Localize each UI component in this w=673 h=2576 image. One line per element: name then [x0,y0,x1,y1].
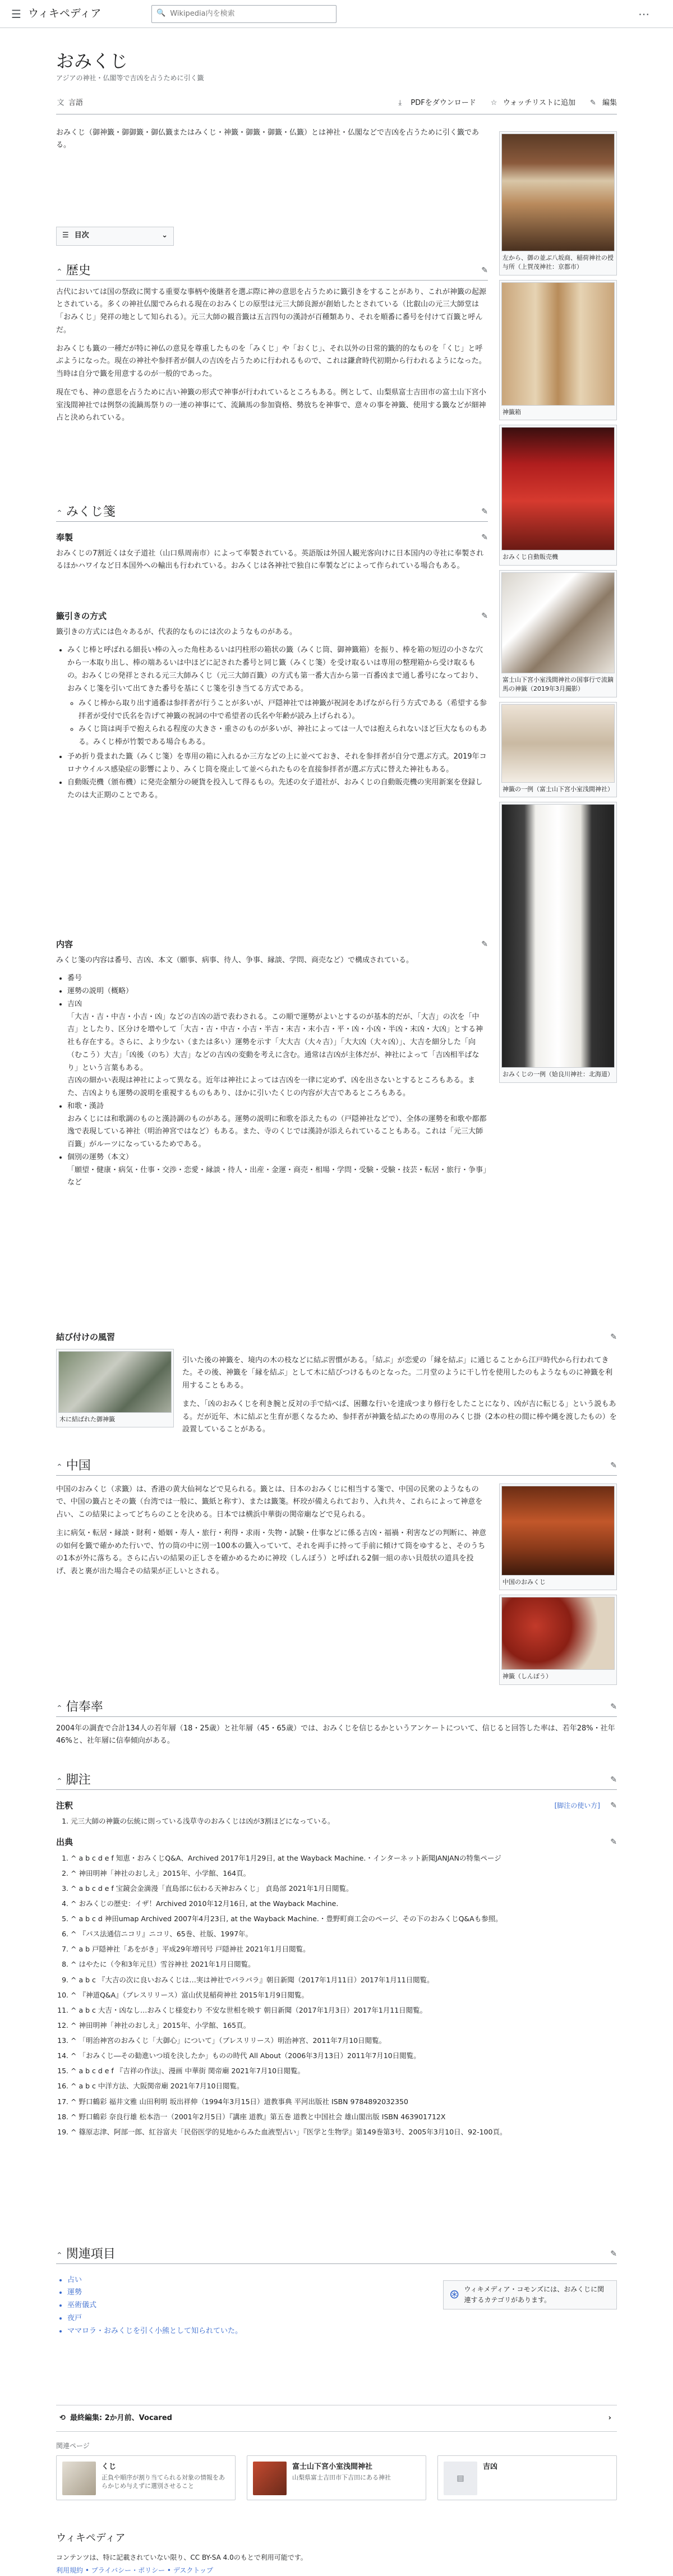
section-housei: 奉製 ✎ [56,530,488,545]
figure: 神籤の一例（富士山下宮小室浅間神社） [499,702,617,798]
edit-section-icon[interactable]: ✎ [481,611,488,621]
figure: 神籤（しんぽう） [499,1595,617,1685]
list-item: ◦ みくじ筒は両手で抱えられる程度の大きさ・重さのものが多いが、神社によっては一人では抱えられないほど巨大なものもある。みくじ棒が竹製である場合もある。 [79,723,488,749]
pdf-button[interactable]: ⤓ PDFをダウンロード [398,98,476,109]
history-body: 古代においては国の祭政に関する重要な事柄や後継者を選ぶ際に神の意思を占うために籤引きをすることがあり、これが神籤の起源とされている。多くの神社仏閣でみられる現在のおみくじの原型は元三大師良源が創始したとされている（比叡山の元三大師堂は「おみくじ」発祥の地として知られる）。元三大師の観音籤は五言四句の漢詩が百種類あり、それを順番に番号を付けて百籤と呼んだ。 おみくじも籤の一種だが特に神仏の意見を尊重したものを「みくじ」や「おくじ」、それ以外の日常的籤的的なものを「くじ」と呼ぶようになった。現在の神社や参拝者が個人の吉凶を占うために行われるもので、これは鎌倉時代初期から行われるようになった。当時は自分で籤を用意するのが一般的であった。 現在でも、神の意思を占うために古い神籤の形式で神事が行われているところもある。例として、山梨県富士吉田市の富士山下宮小室浅間神社では例祭の流鏑馬祭りの一連の神事にて、流鏑馬の参加資格、勢放ちを神事で、意々の事を神籤、使用する籤などが細神占と決められている。 [56,287,487,423]
housei-body: おみくじの7割近くは女子道社（山口県周南市）によって奉製されている。英語版は外国人観光客向けに日本国内の寺社に奉製されるほかハワイなど日本国外への輸出も行われている。おみくじは各神社で独自に奉製などによって作られている場合もある。 [56,549,484,571]
reference-item: 8. ^ はやたに（令和3年元旦）雪谷神社 2021年1月日閲覧。 [71,1958,617,1971]
section-shutten: 出典 ✎ [56,1834,617,1850]
section-tie: 結び付けの風習 ✎ [56,1329,617,1345]
related-pages-header: 関連ページ [56,2442,90,2450]
reference-item: 3. ^ a b c d e f 宝鏡会金満漫「直島部に伝わる天神おみくじ」 貞島部 2021年1月日閲覧。 [71,1882,617,1895]
section-trust[interactable]: ⌃ 信奉率 ✎ [56,1697,617,1717]
history-icon: ⟲ [59,2413,66,2422]
edit-section-icon[interactable]: ✎ [610,1801,617,1810]
reference-item: 14. ^ 「おみくじ―その勧進いつ頃を決したか」ものの時代 All About（2006年3月13日）2011年7月10日閲覧。 [71,2049,617,2062]
pencil-icon: ✎ [589,98,596,107]
list-icon: ☰ [62,231,69,240]
figure-image[interactable] [501,134,615,251]
china-figures [499,1484,617,1689]
section-method: 籤引きの方式 ✎ [56,608,488,624]
edit-section-icon[interactable]: ✎ [610,2249,617,2258]
search-box[interactable] [151,5,336,23]
page-tagline: アジアの神社・仏閣等で吉凶を占うために引く籤 [56,74,204,82]
edit-section-icon[interactable]: ✎ [610,1837,617,1847]
edit-section-icon[interactable]: ✎ [610,1702,617,1711]
figure: 神籤箱 [499,280,617,421]
references-body [56,1852,617,2141]
note-item: 1. 元三大師の神籤の伝統に則っている浅草寺のおみくじは凶が3割ほどになっている。 [71,1815,617,1827]
content-area [56,114,617,2415]
notes-body [56,1815,617,1830]
section-chuushaku: 注釈 [脚注の使い方] ✎ [56,1798,617,1813]
page-toolbar [56,93,617,114]
section-kuji[interactable]: ⌃ みくじ箋 ✎ [56,502,488,522]
figure-image[interactable] [501,572,615,673]
commons-icon: ⊛ [449,2288,460,2302]
toc-button[interactable]: ☰ 目次 ⌄ [56,227,174,246]
tie-image[interactable] [58,1351,172,1413]
search-input[interactable] [169,9,331,19]
figure: おみくじの一例（姶良川神社：北海道） [499,802,617,1083]
related-link[interactable]: • ママロラ・おみくじを引く小熊として知られていた。 [67,2325,488,2338]
figure-image[interactable] [501,704,615,783]
menu-icon[interactable]: ☰ [11,7,21,21]
edit-button[interactable]: ✎ 編集 [590,98,617,109]
trust-body: 2004年の調査で合計134人の若年層（18・25歳）と社年層（45・65歳）では、おみくじを信じるかというアンケートについて、信じると回答した率は、若年28%・社年46%と、社年層に信奉傾向がある。 [56,1724,615,1746]
language-icon: 文 [57,98,64,107]
section-notes[interactable]: ⌃ 脚注 ✎ [56,1770,617,1790]
card-thumbnail [62,2462,96,2495]
section-china[interactable]: ⌃ 中国 ✎ [56,1455,617,1476]
page-footer [56,2531,617,2576]
list-item: • 吉凶 「大吉・吉・中吉・小吉・凶」などの吉凶の語で表わされる。この順で運勢がよいとするのが基本的だが、「大吉」の次を「中吉」としたり、区分けを増やして「大吉・吉・中吉・小吉・半吉・末吉・末小吉・平・凶・小凶・半凶・末凶・大凶」とする神社も存在する。さらに、より少ない（または多い）運勢を示す「大大吉（大々吉）」「大大凶（大々凶）」、大吉を細分した「向（むこう）大吉」「凶後（のち）大吉」などの吉凶の変動を考えに含む。通常は吉凶が主体だが、神社によって「吉凶相半ばなり」という言葉もある。 吉凶の細かい表現は神社によって異なる。近年は神社によっては吉凶を一律に定めず、凶を出さないとするところもある。また、吉凶よりも運勢の説明を重視するものもあり、ほかに引いたくじの内容が大吉であるところもある。 [67,998,488,1100]
edit-section-icon[interactable]: ✎ [610,1775,617,1784]
user-menu-icon[interactable]: ⋯ [638,7,649,21]
figure-image[interactable] [501,804,615,1068]
related-link[interactable]: • 運勢 [67,2286,488,2299]
reference-item: 10. ^ 『神道Q&A』（ブレスリリース）富山伏見稲荷神社 2015年1月9日閲覧。 [71,1989,617,2001]
edit-section-icon[interactable]: ✎ [481,532,488,542]
content-body: みくじ箋の内容は番号、吉凶、本文（願事、病事、待人、争事、縁談、学問、商売など）で構成されている。 • 番号 • 運勢の説明（概略） • 吉凶 「大吉・吉・中吉・小吉・凶」などの吉凶の語で表わされる。この順で運勢がよいとするのが基本的だが、「大吉」の次を「中吉」としたり、区分けを増やして「大吉・吉・中吉・小吉・半吉・末吉・末小吉・平・凶・小凶・半凶・末凶・大凶」とする神社も存在する。さらに、より少ない（または多い）運勢を示す「大大吉（大々吉）」「大大凶（大々凶）」、大吉を細分した「向（むこう）大吉」「凶後（のち）大吉」などの吉凶の変動を考えに含む。通常は吉凶が主体だが、神社によって「吉凶相半ばなり」という言葉もある。 吉凶の細かい表現は神社によって異なる。近年は神社によっては吉凶を一律に定めず、凶を出さないとするところもある。また、吉凶よりも運勢の説明を重視するものもあり、ほかに引いたくじの内容が大吉であるところもある。 • 和歌・漢詩 おみくじには和歌調のものと漢詩調のものがある。運勢の説明に和歌を添えたもの（戸隠神社などで）、全体の運勢を和歌や都都逸で表現している神社（明治神宮ではなど）もある。また、寺のくじでは漢詩が添えられていることもある。これは「元三大師百籤」がルーツになっているためである。 • 個別の運勢（本文） 「願望・健康・病気・仕事・交渉・恋愛・縁談・待人・出産・金運・商売・相場・学問・受験・受験・技芸・転居・旅行・争事」など [56,954,488,1192]
section-related[interactable]: ⌃ 関連項目 ✎ [56,2244,617,2264]
chevron-right-icon: › [608,2413,611,2422]
related-link[interactable]: • 夜戸 [67,2312,488,2325]
article-icon: ▤ [444,2462,477,2495]
right-figures [499,131,617,1087]
language-button[interactable]: 文 言語 [56,98,83,109]
download-icon: ⤓ [398,98,402,107]
figure-image[interactable] [501,1597,615,1670]
reference-item: 12. ^ 神田明神「神社のおしえ」2015年、小学館、165頁。 [71,2019,617,2032]
reference-item: 9. ^ a b c 『大吉の次に良いおみくじは…実は神社でパラパラ』朝日新聞（2017年1月11日）2017年1月11日閲覧。 [71,1973,617,1986]
list-item: ◦ みくじ棒から取り出す通番は参拝者が行うことが多いが、戸隠神社では神籤が祝詞をあげながら行う方式である（希望する参拝者が受付で氏名を告げて神籤の祝詞の中で希望者の氏名や年齢が読み上げられる）。 [79,697,488,723]
star-icon: ☆ [490,98,497,107]
list-item: • 予め折り畳まれた籤（みくじ箋）を専用の箱に入れるか三方などの上に並べておき、それを参拝者が自分で選ぶ方式。2019年コロナウイルス感染症の影響により、みくじ筒を廃止して並べられたものを直接参拝者が選ぶ方式に替えた神社もある。 [67,751,488,777]
page-title: おみくじ [56,51,128,71]
chevron-down-icon: ⌄ [162,231,168,240]
footnote-help-link[interactable]: [脚注の使い方] [554,1801,600,1810]
top-header [0,0,673,28]
reference-item: 11. ^ a b c 大吉・凶なし…おみくじ様変わり 不安な世相を映す 朝日新聞（2017年1月3日）2017年1月11日閲覧。 [71,2004,617,2017]
chevron-icon: ⌃ [56,1776,63,1786]
chevron-icon: ⌃ [56,508,63,518]
chevron-icon: ⌃ [56,2251,63,2260]
related-card[interactable]: くじ 正負や順序が割り当てられる対象の情報をあらかじめ与えずに選別させること [56,2455,236,2500]
figure: おみくじ自動販売機 [499,425,617,566]
figure: 左から、御の並ぶ八坂商、稲荷神社の授与所（上賀茂神社：京都市） [499,131,617,275]
reference-item: 18. ^ 野口鶴彩 奈良行雄 松本浩一（2001年2月5日）『講座 道教』第五巻 道教と中国社会 雄山閣出版 ISBN 463901712X [71,2110,617,2123]
section-history[interactable]: ⌃ 歴史 ✎ [56,260,488,281]
page [0,28,673,2574]
edit-section-icon[interactable]: ✎ [610,1461,617,1470]
reference-item: 5. ^ a b c d 神田umap Archived 2007年4月23日, at the Wayback Machine.・豊野町商工会のページ、その下のおみくじQ&Aも参照。 [71,1912,617,1925]
reference-item: 13. ^ 「明治神宮のおみくじ「大御心」について」（ブレスリリース）明治神宮、2011年7月10日閲覧。 [71,2034,617,2047]
reference-item: 19. ^ 篠原志津、阿部一郎、紅谷富夫「民俗医学的見地からみた血液型占い」『医学と生物学』第149巻第3号、2005年3月10日、92-100頁。 [71,2125,617,2138]
china-body: 中国のおみくじ（求籤）は、香港の黄大仙祠などで見られる。籤とは、日本のおみくじに相当する箋で、中国の民衆のようなもので、中国の籤占とその籤（台湾では一般に、籤紙と称す）、または籤箋。杯珓が備えられており、入れ共々、これらによって神意を占い、この結果によってどちらのことを決める。日本では横浜中華街の関帝廟などで見られる。 主に病気・転居・縁談・財利・婚姻・寿人・旅行・利得・求雨・失物・試験・仕事などに係る吉凶・福禍・利害などの判断に、神意の如何を籤で確かめた行いで、竹の筒の中に別一100本の籤入っていて、それを両手に持って手前に傾けて筒をゆすると、そのうちの1本が外に落ちる。さらに占いの結果の正しさを確かめるために神珓（しんぽう）と呼ばれる2個一組の赤い貝殻状の道具を投げ、表と裏が出た場合その結果が正しいとされる。 [56,1485,487,1576]
search-icon: 🔍 [156,9,166,18]
chevron-icon: ⌃ [56,267,63,277]
method-list [67,644,488,802]
related-card[interactable]: ▤ 吉凶 [437,2455,617,2500]
list-item: • みくじ棒と呼ばれる細長い棒の入った角柱あるいは円柱形の箱状の籤（みくじ筒、御神籤箱）を振り、棒を箱の短辺の小さな穴から一本取り出し、棒の端あるいは中ほどに記された番号と同じ籤（みくじ箋）を受け取るいは専用の整理箱から受け取るもの。おみくじの発祥とされる元三大師みくじ（元三大師百籤）の方式も第一番大吉から第一百番凶まで通し番号になっており、おみくじ箋を引いて出てきた番号を基にくじ箋を引き当てる方式である。 ◦ みくじ棒から取り出す通番は参拝者が行うことが多いが、戸隠神社では神籤が祝詞をあげながら行う方式である（希望する参拝者が受付で氏名を告げて神籤の祝詞の中で希望者の氏名や年齢が読み上げられる）。 ◦ みくじ筒は両手で抱えられる程度の大きさ・重さのものが多いが、神社によっては一人では抱えられないほど巨大なものもある。みくじ棒が竹製である場合もある。 [67,644,488,749]
reference-item: 1. ^ a b c d e f 知恵・おみくじQ&A、Archived 2017年1月29日, at the Wayback Machine.・インターネット新聞JANJANの特集ページ [71,1852,617,1865]
list-item: • 和歌・漢詩 おみくじには和歌調のものと漢詩調のものがある。運勢の説明に和歌を添えたもの（戸隠神社などで）、全体の運勢を和歌や都都逸で表現している神社（明治神宮ではなど）もある。また、寺のくじでは漢詩が添えられていることもある。これは「元三大師百籤」がルーツになっているためである。 [67,1100,488,1151]
related-body [56,2272,488,2340]
chevron-icon: ⌃ [56,1703,63,1713]
tie-body: 引いた後の神籤を、境内の木の枝などに結ぶ習慣がある。「結ぶ」が恋愛の「縁を結ぶ」に通じることから江戸時代から行われてきた。その後、神籤を「縁を結ぶ」として木に結びつけるものとなった。二月堂のように干し竹を使用したのもようなものに神籤を利用することもある。 また、「凶のおみくじを利き腕と反対の手で結べば、困難な行いを達成つまり修行をしたことになり、凶が吉に転じる」という説もある。だが近年、木に結ぶと生育が悪くなるため、参拝者が神籤を結ぶための専用のみくじ掛（2本の柱の間に棒や縄を渡したもの）を設置していることがある。 [182,1356,617,1434]
footer-brand: ウィキペディア [56,2532,126,2544]
list-item: • 自動販売機（頒布機）に発売金額分の硬貨を投入して得るもの。先述の女子道社が、おみくじの自動販売機の実用新案を登録したのは大正期のことである。 [67,777,488,802]
edit-section-icon[interactable]: ✎ [610,1332,617,1342]
watch-button[interactable]: ☆ ウォッチリストに追加 [491,98,575,109]
reference-item: 16. ^ a b c 中洋方法、大阪関帝廟 2021年7月10日閲覧。 [71,2079,617,2092]
list-item: • 運勢の説明（概略） [67,985,488,998]
reference-item: 4. ^ おみくじの歴史：イザ！Archived 2010年12月16日, at the Wayback Machine. [71,1897,617,1910]
reference-list [56,1852,617,2138]
edit-section-icon[interactable]: ✎ [481,507,488,516]
article-main [56,39,617,2415]
footer-links[interactable]: 利用規約 • プライバシー・ポリシー • デスクトップ [56,2566,213,2574]
method-body: 籤引きの方式には色々あるが、代表的なものには次のようなものがある。 • みくじ棒と呼ばれる細長い棒の入った角柱あるいは円柱形の箱状の籤（みくじ筒、御神籤箱）を振り、棒を箱の短辺の小さな穴から一本取り出し、棒の端あるいは中ほどに記された番号と同じ籤（みくじ箋）を受け取るいは専用の整理箱から受け取るもの。おみくじの発祥とされる元三大師みくじ（元三大師百籤）の方式も第一番大吉から第一百番凶まで通し番号になっており、おみくじ箋を引いて出てきた番号を基にくじ箋を引き当てる方式である。 ◦ みくじ棒から取り出す通番は参拝者が行うことが多いが、戸隠神社では神籤が祝詞をあげながら行う方式である（希望する参拝者が受付で氏名を告げて神籤の祝詞の中で希望者の氏名や年齢が読み上げられる）。 ◦ みくじ筒は両手で抱えられる程度の大きさ・重さのものが多いが、神社によっては一人では抱えられないほど巨大なものもある。みくじ棒が竹製である場合もある。 • 予め折り畳まれた籤（みくじ箋）を専用の箱に入れるか三方などの上に並べておき、それを参拝者が自分で選ぶ方式。2019年コロナウイルス感染症の影響により、みくじ筒を廃止して並べられたものを直接参拝者が選ぶ方式に替えた神社もある。 • 自動販売機（頒布機）に発売金額分の硬貨を投入して得るもの。先述の女子道社が、おみくじの自動販売機の実用新案を登録したのは大正期のことである。 [56,626,488,805]
license-text: コンテンツは、特に記載されていない限り、CC BY-SA 4.0のもとで利用可能です。 [56,2553,307,2561]
chevron-icon: ⌃ [56,1462,63,1472]
section-content: 内容 ✎ [56,936,488,952]
lead-paragraph: おみくじ（御神籤・御御籤・御仏籤またはみくじ・神籤・御籤・御籤・仏籤）とは神社・仏閣などで吉凶を占うために引く籤である。 [56,128,480,150]
commons-box[interactable]: ⊛ ウィキメディア・コモンズには、おみくじに関連するカテゴリがあります。 [443,2280,617,2309]
fig-tie: 木に結ばれた御神籤 [56,1349,174,1432]
reference-item: 2. ^ 神田明神「神社のおしえ」2015年、小学館、164頁。 [71,1867,617,1880]
related-card[interactable]: 富士山下宮小室浅間神社 山梨県富士吉田市下吉田にある神社 [247,2455,426,2500]
reference-item: 6. ^ 『パス法通信ニコリ』ニコリ、65巻、社版、1997年。 [71,1927,617,1940]
figure-image[interactable] [501,427,615,550]
list-item: • 個別の運勢（本文） 「願望・健康・病気・仕事・交渉・恋愛・縁談・待人・出産・金運・商売・相場・学問・受験・受験・技芸・転居・旅行・争事」など [67,1151,488,1190]
last-edited-bar[interactable]: ⟲ 最終編集: 2か月前、Vocared › [56,2405,617,2432]
site-brand[interactable]: ウィキペディア [28,7,102,20]
related-link[interactable]: • 巫術儀式 [67,2299,488,2312]
related-list [67,2274,488,2338]
edit-section-icon[interactable]: ✎ [481,939,488,949]
figure-image[interactable] [501,1486,615,1576]
edit-section-icon[interactable]: ✎ [481,265,488,275]
related-link[interactable]: • 占い [67,2274,488,2287]
figure: 中国のおみくじ [499,1484,617,1591]
reference-item: 15. ^ a b c d e f 『吉祥の作法』、漫画 中華街 関帝廟 2021年7月10日閲覧。 [71,2064,617,2077]
figure: 富士山下宮小室浅間神社の国事行で流鏑馬の神籤（2019年3月撮影） [499,570,617,697]
reference-item: 7. ^ a b 戸隠神社「あをがき」平成29年増刊号 戸隠神社 2021年1月日閲覧。 [71,1943,617,1955]
reference-item: 17. ^ 野口鶴彩 福井文雅 山田利明 坂出祥伸（1994年3月15日）道教事典 平河出版社 ISBN 9784892032350 [71,2095,617,2108]
figure-image[interactable] [501,282,615,406]
list-item: • 番号 [67,972,488,985]
card-thumbnail [253,2462,287,2495]
